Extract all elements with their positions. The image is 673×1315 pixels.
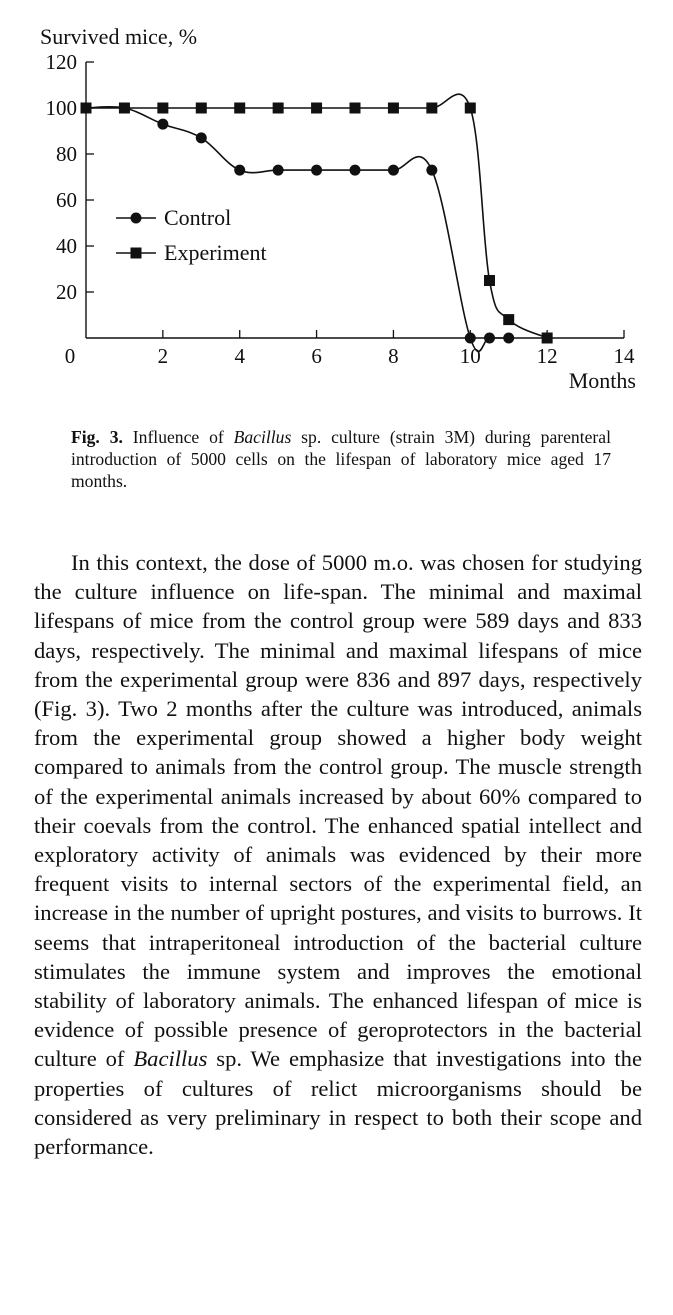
control-point — [311, 165, 322, 176]
control-point — [426, 165, 437, 176]
y-tick-label: 120 — [45, 50, 77, 74]
body-text-end: sp. We emphasize that investigations into the properties of cultures of relict microorganisms should be considered as very preliminary in respect to both their scope and performance. — [34, 1046, 643, 1160]
y-tick-label: 60 — [56, 188, 77, 212]
experiment-point — [484, 275, 495, 286]
experiment-point — [196, 103, 207, 114]
control-point — [196, 132, 207, 143]
legend-label-control: Control — [164, 205, 232, 230]
figure-caption-genus: Bacillus — [233, 427, 292, 447]
experiment-point — [426, 103, 437, 114]
y-tick-label: 20 — [56, 280, 77, 304]
experiment-point — [273, 103, 284, 114]
x-tick-label: 8 — [388, 344, 399, 368]
control-point — [234, 165, 245, 176]
body-text-genus: Bacillus — [133, 1046, 208, 1072]
x-tick-label: 2 — [157, 344, 169, 368]
chart-series-lines — [86, 94, 547, 351]
x-tick-label: 4 — [234, 344, 245, 368]
control-point — [350, 165, 361, 176]
legend-marker-square — [131, 248, 142, 259]
y-tick-label: 80 — [56, 142, 77, 166]
control-point — [465, 333, 476, 344]
experiment-point — [542, 333, 553, 344]
experiment-point — [350, 103, 361, 114]
legend-label-experiment: Experiment — [164, 240, 267, 265]
chart-legend — [116, 205, 267, 265]
control-point — [484, 333, 495, 344]
series-line-experiment — [86, 94, 547, 338]
x-tick-label: 12 — [536, 344, 558, 368]
experiment-point — [157, 103, 168, 114]
figure-caption — [71, 426, 611, 492]
survival-chart — [0, 0, 673, 420]
control-point — [157, 119, 168, 130]
y-axis-label: Survived mice, % — [40, 24, 198, 49]
x-tick-label: 6 — [311, 344, 322, 368]
chart-ticks — [46, 50, 636, 368]
control-point — [273, 165, 284, 176]
y-tick-label: 100 — [45, 96, 77, 120]
experiment-point — [503, 314, 514, 325]
experiment-point — [388, 103, 399, 114]
series-line-control — [86, 107, 509, 352]
y-tick-label: 40 — [56, 234, 77, 258]
x-tick-label: 10 — [459, 344, 481, 368]
figure-caption-pre: Influence of — [122, 427, 234, 447]
x-tick-label: 0 — [64, 344, 76, 368]
experiment-point — [234, 103, 245, 114]
figure-caption-post: sp. culture (strain 3M) during parenteral introduction of 5000 cells on the lifespan of laboratory mice aged 17 months. — [71, 427, 611, 491]
x-axis-label: Months — [568, 368, 636, 393]
figure-caption-label: Fig. 3. — [71, 427, 123, 447]
body-paragraph — [34, 548, 642, 1161]
experiment-point — [311, 103, 322, 114]
experiment-point — [119, 103, 130, 114]
control-point — [503, 333, 514, 344]
chart-series-markers — [81, 103, 553, 344]
control-point — [388, 165, 399, 176]
experiment-point — [465, 103, 476, 114]
legend-marker-circle — [131, 213, 142, 224]
body-text-main: In this context, the dose of 5000 m.o. was chosen for studying the culture influence on life-span. The minimal and maximal lifespans of mice from the control group were 589 days and 833 days, respectively. The minimal and maximal lifespans of mice from the experimental group were 836 and 897 days, respectively (Fig. 3). Two 2 months after the culture was introduced, animals from the experimental group showed a higher body weight compared to animals from the control group. The muscle strength of the experimental animals increased by about 60% compared to their coevals from the control. The enhanced spatial intellect and exploratory activity of animals was evidenced by their more frequent visits to internal sectors of the experimental field, an increase in the number of upright postures, and visits to burrows. It seems that intraperitoneal introduction of the bacterial culture stimulates the immune system and improves the emotional stability of laboratory animals. The enhanced lifespan of mice is evidence of possible presence of geroprotectors in the bacterial culture of — [34, 550, 642, 1072]
experiment-point — [81, 103, 92, 114]
x-tick-label: 14 — [613, 344, 635, 368]
